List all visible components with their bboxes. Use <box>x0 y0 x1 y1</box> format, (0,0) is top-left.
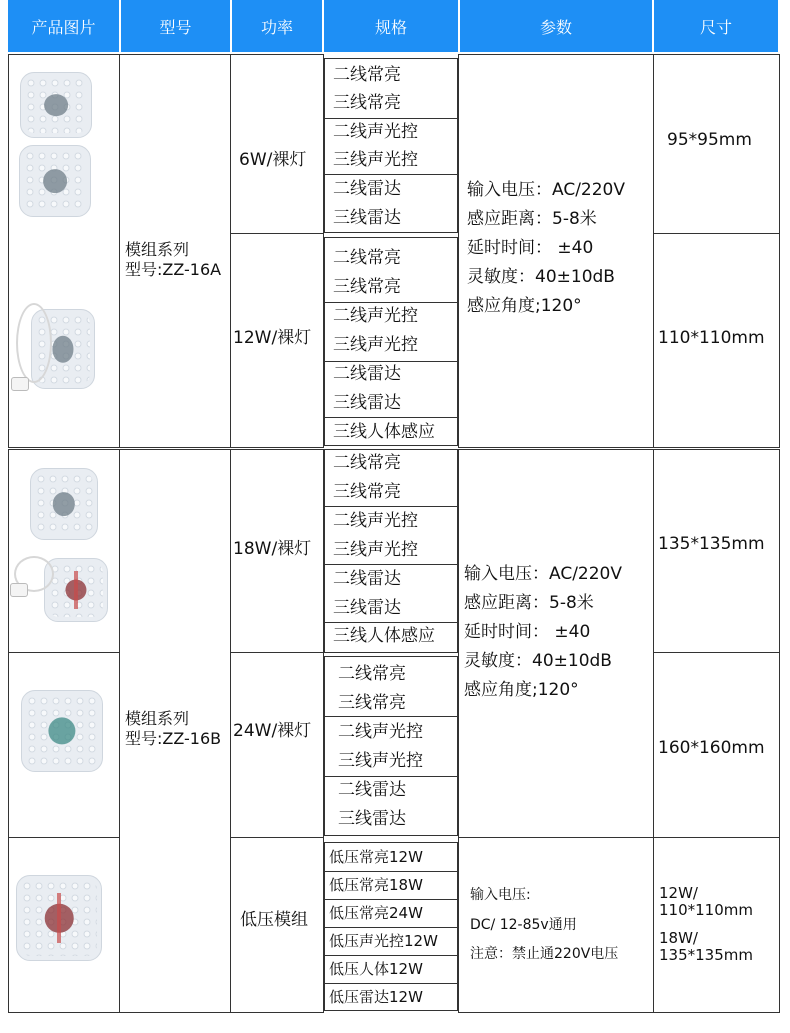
size-low-line: 18W/ <box>659 929 698 947</box>
led-module-photo <box>20 72 92 138</box>
spec-item: 三线常亮 <box>333 277 401 297</box>
param-line: 灵敏度：40±10dB <box>467 267 615 287</box>
power-12w: 12W/裸灯 <box>233 328 312 348</box>
spec-item: 三线声光控 <box>333 150 418 170</box>
spec-item: 二线雷达 <box>333 569 401 589</box>
header-size-label: 尺寸 <box>699 17 732 37</box>
spec-item: 二线声光控 <box>333 122 418 142</box>
led-module-photo <box>16 875 102 961</box>
param-line: 感应距离：5-8米 <box>467 209 597 229</box>
spec-item: 三线声光控 <box>338 751 423 771</box>
model-label-b <box>125 709 221 749</box>
spec-item: 二线雷达 <box>333 179 401 199</box>
spec-item: 低压人体12W <box>329 960 423 978</box>
spec-item: 二线常亮 <box>338 664 406 684</box>
param-line: 感应角度;120° <box>467 296 582 316</box>
spec-item: 三线雷达 <box>333 393 401 413</box>
params-cell-b <box>458 449 654 838</box>
spec-item: 三线声光控 <box>333 335 418 355</box>
spec-item: 三线常亮 <box>338 693 406 713</box>
model-series: 模组系列 <box>125 709 190 728</box>
model-code: 型号:ZZ-16B <box>125 729 222 748</box>
header-power <box>232 0 322 52</box>
header-power-label: 功率 <box>260 17 293 37</box>
spec-item: 低压雷达12W <box>329 988 423 1006</box>
size-12w: 110*110mm <box>658 328 765 348</box>
size-low-line: 135*135mm <box>659 946 753 964</box>
led-module-photo <box>30 468 98 540</box>
plug-icon <box>11 377 29 391</box>
spec-item: 三线雷达 <box>333 598 401 618</box>
power-cell-6w <box>230 54 324 234</box>
spec-item: 低压声光控12W <box>329 932 438 950</box>
spec-item: 三线声光控 <box>333 540 418 560</box>
size-6w: 95*95mm <box>667 130 752 150</box>
param-line: 输入电压：AC/220V <box>464 564 623 584</box>
power-18w: 18W/裸灯 <box>233 539 312 559</box>
spec-item: 三线人体感应 <box>333 626 435 646</box>
param-line: 感应角度;120° <box>464 680 579 700</box>
header-params <box>460 0 652 52</box>
spec-item: 三线雷达 <box>333 208 401 228</box>
spec-item: 低压常亮24W <box>329 904 423 922</box>
header-model <box>121 0 230 52</box>
spec-item: 低压常亮18W <box>329 876 423 894</box>
header-spec <box>324 0 458 52</box>
param-line: 输入电压: <box>470 887 531 903</box>
size-24w: 160*160mm <box>658 738 765 758</box>
size-low-line: 110*110mm <box>659 901 753 919</box>
spec-item: 二线声光控 <box>333 306 418 326</box>
spec-item: 二线常亮 <box>333 453 401 473</box>
spec-item: 二线声光控 <box>338 722 423 742</box>
param-line: 延时时间： ±40 <box>464 622 591 642</box>
param-line: 灵敏度：40±10dB <box>464 651 612 671</box>
model-code: 型号:ZZ-16A <box>125 260 222 279</box>
param-line: 延时时间： ±40 <box>467 238 594 258</box>
power-cell-24w <box>230 652 324 838</box>
spec-item: 二线雷达 <box>333 364 401 384</box>
header-image-label: 产品图片 <box>31 17 96 37</box>
model-series: 模组系列 <box>125 240 190 259</box>
plug-icon <box>10 583 28 597</box>
size-cell-low <box>653 837 780 1013</box>
param-line: 注意：禁止通220V电压 <box>470 946 619 962</box>
header-image <box>8 0 119 52</box>
header-size <box>654 0 778 52</box>
led-module-photo <box>19 145 91 217</box>
spec-item: 三线人体感应 <box>333 422 435 442</box>
spec-item: 二线雷达 <box>338 780 406 800</box>
header-spec-label: 规格 <box>374 17 407 37</box>
spec-item: 二线声光控 <box>333 511 418 531</box>
cable-icon <box>16 303 52 383</box>
power-6w: 6W/裸灯 <box>239 150 307 170</box>
power-low: 低压模组 <box>240 910 308 930</box>
spec-item: 二线常亮 <box>333 65 401 85</box>
size-18w: 135*135mm <box>658 534 765 554</box>
spec-item: 三线常亮 <box>333 482 401 502</box>
header-model-label: 型号 <box>159 17 192 37</box>
header-params-label: 参数 <box>539 17 572 37</box>
model-label-a <box>125 240 221 280</box>
spec-item: 二线常亮 <box>333 248 401 268</box>
param-line: DC/ 12-85v通用 <box>470 917 577 933</box>
spec-item: 低压常亮12W <box>329 848 423 866</box>
param-line: 感应距离：5-8米 <box>464 593 594 613</box>
spec-item: 三线雷达 <box>338 809 406 829</box>
param-line: 输入电压：AC/220V <box>467 180 626 200</box>
power-24w: 24W/裸灯 <box>233 721 312 741</box>
led-module-photo <box>44 558 108 622</box>
led-module-photo <box>21 690 103 772</box>
size-low-line: 12W/ <box>659 884 698 902</box>
spec-item: 三线常亮 <box>333 93 401 113</box>
